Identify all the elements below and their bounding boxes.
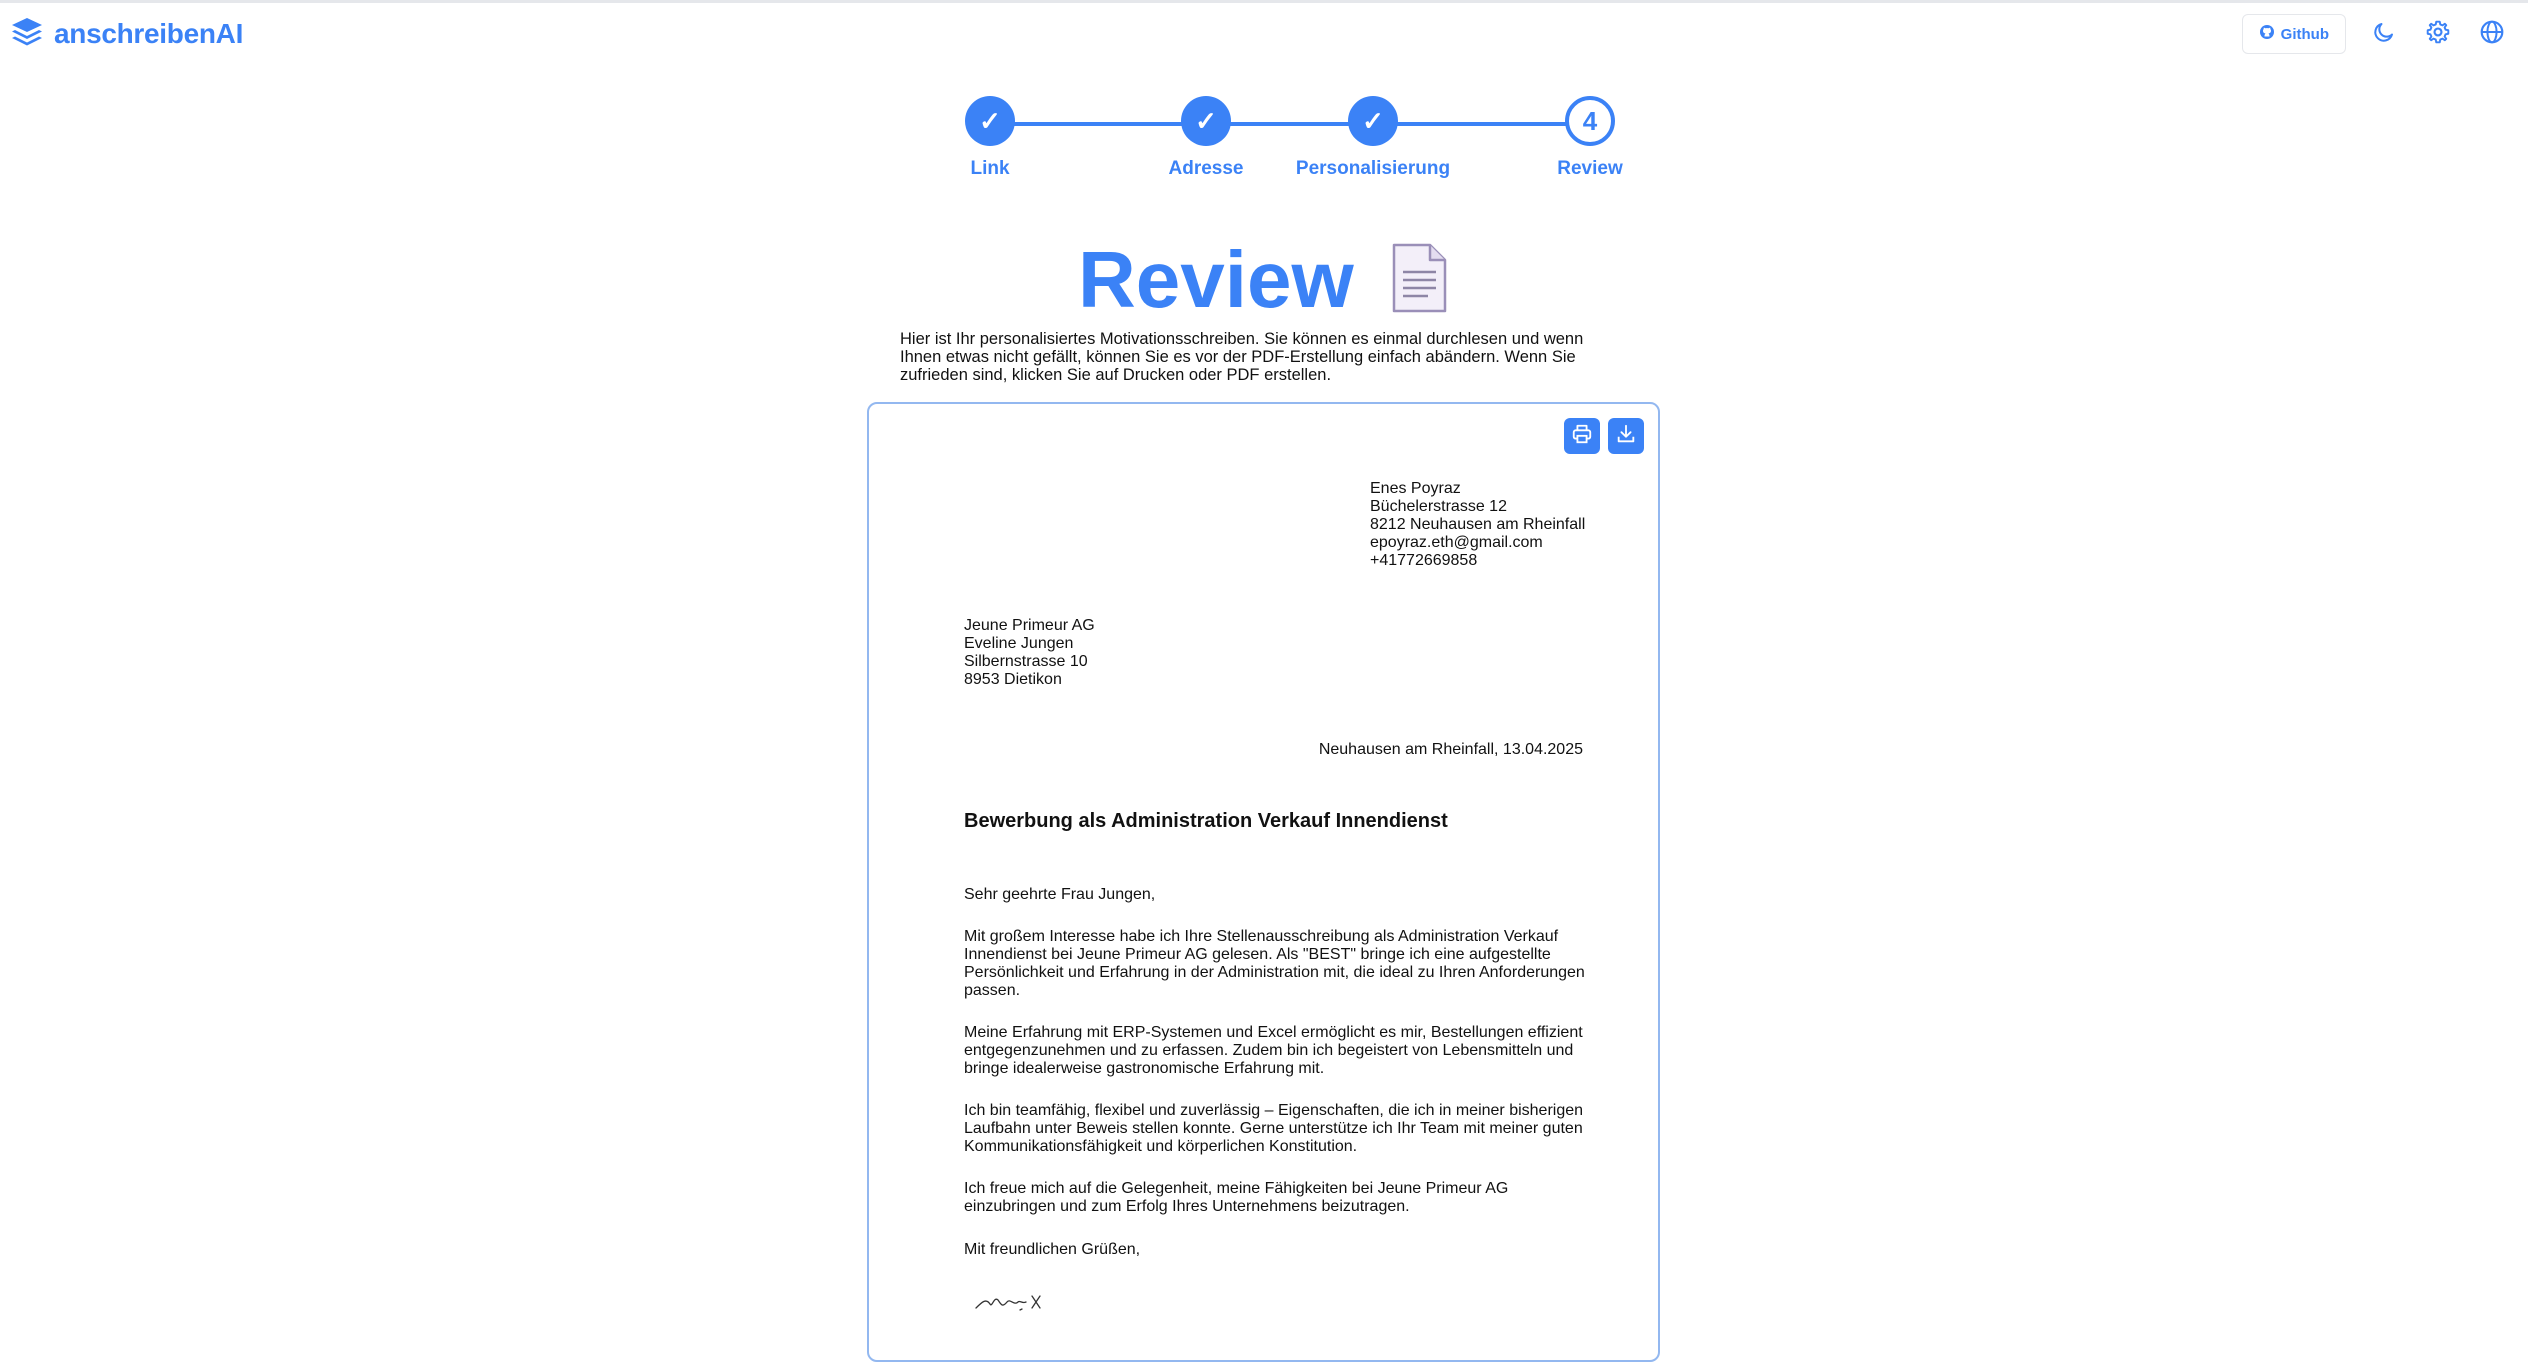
- letter-paragraph: Ich bin teamfähig, flexibel und zuverlässig – Eigenschaften, die ich in meiner bisherigen Laufbahn unter Beweis stellen konnte. Gerne unterstütze ich Ihr Team mit meiner guten Kommunikationsfähigkeit und körperlichen Konstitution.: [964, 1102, 1584, 1155]
- letter-date: Neuhausen am Rheinfall, 13.04.2025: [1318, 741, 1583, 758]
- signature-image: [974, 1282, 1064, 1327]
- settings-button[interactable]: [2422, 18, 2454, 50]
- moon-icon: [2372, 20, 2396, 49]
- recipient-company: Jeune Primeur AG: [964, 617, 1095, 634]
- step-label: Link: [970, 158, 1010, 179]
- github-label: Github: [2280, 25, 2329, 43]
- step-link[interactable]: [900, 96, 1080, 180]
- github-icon: [2259, 24, 2275, 44]
- globe-icon: [2479, 19, 2505, 50]
- letter-paragraph: Ich freue mich auf die Gelegenheit, meine Fähigkeiten bei Jeune Primeur AG einzubringen und zum Erfolg Ihres Unternehmens beizutragen.: [964, 1180, 1509, 1215]
- download-pdf-button[interactable]: [1608, 418, 1644, 454]
- letter-salutation: Sehr geehrte Frau Jungen,: [964, 886, 1156, 903]
- sender-name: Enes Poyraz: [1370, 480, 1461, 497]
- step-personalisierung[interactable]: [1283, 96, 1463, 180]
- step-label: Personalisierung: [1295, 158, 1451, 179]
- letter-preview: [867, 402, 1660, 1362]
- checkmark-icon: ✓: [1348, 96, 1398, 146]
- printer-icon: [1571, 423, 1593, 450]
- download-icon: [1615, 423, 1637, 450]
- intro-text: Hier ist Ihr personalisiertes Motivationsschreiben. Sie können es einmal durchlesen und wenn Ihnen etwas nicht gefällt, können Sie es vor der PDF-Erstellung einfach abändern. Wenn Sie zufrieden sind, klicken Sie auf Drucken oder PDF erstellen.: [900, 330, 1584, 384]
- recipient-contact: Eveline Jungen: [964, 635, 1074, 652]
- dark-mode-toggle[interactable]: [2368, 18, 2400, 50]
- gear-icon: [2425, 19, 2451, 50]
- letter-closing: Mit freundlichen Grüßen,: [964, 1241, 1141, 1258]
- step-label: Review: [1557, 158, 1623, 179]
- language-button[interactable]: [2476, 18, 2508, 50]
- checkmark-icon: ✓: [1181, 96, 1231, 146]
- letter-actions: [1564, 418, 1644, 454]
- checkmark-icon: ✓: [965, 96, 1015, 146]
- github-button[interactable]: [2242, 14, 2346, 54]
- brand-name: anschreibenAI: [54, 17, 244, 49]
- page-heading: [1078, 232, 1448, 328]
- top-border: [0, 0, 2528, 3]
- step-number: 4: [1565, 96, 1615, 146]
- recipient-street: Silbernstrasse 10: [964, 653, 1088, 670]
- step-label: Adresse: [1168, 158, 1244, 179]
- sender-email: epoyraz.eth@gmail.com: [1370, 534, 1543, 551]
- sender-street: Büchelerstrasse 12: [1370, 498, 1507, 515]
- letter-paragraph: Meine Erfahrung mit ERP-Systemen und Excel ermöglicht es mir, Bestellungen effizient entgegenzunehmen und zu erfassen. Zudem bin ich begeistert von Lebensmitteln und bringe idealerweise gastronomische Erfahrung mit.: [964, 1024, 1583, 1077]
- sender-phone: +41772669858: [1370, 552, 1478, 569]
- step-adresse[interactable]: [1116, 96, 1296, 180]
- top-actions: [2242, 14, 2508, 54]
- print-button[interactable]: [1564, 418, 1600, 454]
- letter-paragraph: Mit großem Interesse habe ich Ihre Stellenausschreibung als Administration Verkauf Innendienst bei Jeune Primeur AG gelesen. Als "BEST" bringe ich eine aufgestellte Persönlichkeit und Erfahrung in der Administration mit, die ideal zu Ihren Anforderungen passen.: [964, 928, 1585, 999]
- step-review[interactable]: [1500, 96, 1680, 180]
- document-icon: [1390, 242, 1448, 319]
- recipient-city: 8953 Dietikon: [964, 671, 1062, 688]
- sender-city: 8212 Neuhausen am Rheinfall: [1370, 516, 1586, 533]
- letter-subject: Bewerbung als Administration Verkauf Innendienst: [964, 810, 1448, 832]
- layers-logo-icon: [10, 16, 44, 51]
- progress-stepper: [900, 96, 1680, 186]
- brand-logo-link[interactable]: [10, 16, 243, 51]
- recipient-address: [964, 617, 1095, 689]
- page-title: Review: [1078, 235, 1354, 324]
- sender-address: [1370, 480, 1585, 570]
